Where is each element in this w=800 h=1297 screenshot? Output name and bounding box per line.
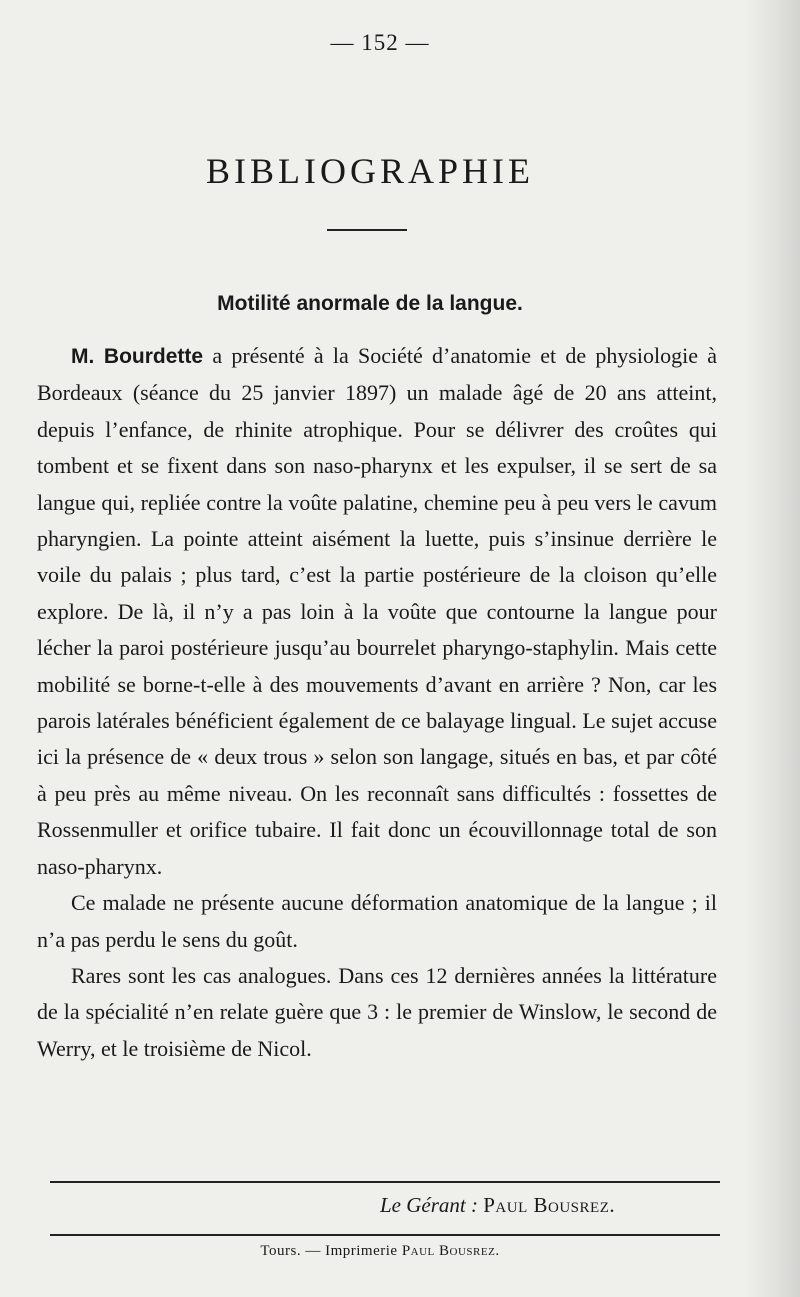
gerant-signature: [380, 1193, 615, 1218]
section-title: BIBLIOGRAPHIE: [206, 151, 534, 191]
paragraph-2: Ce malade ne présente aucune déformation anatomique de la langue ; il n’a pas perdu le sens du goût.: [37, 890, 717, 952]
page-number: — 152 —: [330, 30, 430, 55]
printer-prefix: Tours. — Imprimerie: [260, 1243, 398, 1259]
title-divider: [327, 229, 407, 231]
author-name: M. Bourdette: [71, 345, 204, 368]
printer-imprint: [0, 1243, 760, 1260]
footer-rule-top: [50, 1181, 720, 1183]
printer-name: Paul Bousrez.: [401, 1243, 500, 1259]
article-body: [37, 338, 717, 1067]
paragraph-1-text: a présenté à la Société d’anatomie et de physiologie à Bordeaux (séance du 25 janvier 1897) un malade âgé de 20 ans atteint, depuis l’enfance, de rhinite atrophique. Pour se délivrer des croûtes qui tombent et se fixent dans son naso-pharynx et les expulser, il se sert de sa langue qui, repliée contre la voûte palatine, chemine peu à peu vers le cavum pharyngien. La pointe atteint aisément la luette, puis s’insinue derrière le voile du palais ; plus tard, c’est la partie postérieure de la cloison qu’elle explore. De là, il n’y a pas loin à la voûte que contourne la langue pour lécher la paroi postérieure jusqu’au bourrelet pharyngo-staphylin. Mais cette mobilité se borne-t-elle à des mouvements d’avant en arrière ? Non, car les parois latérales bénéficient également de ce balayage lingual. Le sujet accuse ici la présence de « deux trous » selon son langage, situés en bas, et par côté à peu près au même niveau. On les reconnaît sans difficultés : fossettes de Rossenmuller et orifice tubaire. Il fait donc un écouvillonnage total de son naso-pharynx.: [37, 343, 718, 879]
article-heading: Motilité anormale de la langue.: [217, 292, 523, 315]
footer-rule-bottom: [50, 1234, 720, 1236]
gerant-label: Le Gérant :: [380, 1193, 478, 1217]
gerant-name: Paul Bousrez.: [483, 1193, 616, 1217]
paragraph-1: [37, 338, 717, 885]
paragraph-3: Rares sont les cas analogues. Dans ces 12 dernières années la littérature de la spécialité n’en relate guère que 3 : le premier de Winslow, le second de Werry, et le troisième de Nicol.: [37, 962, 717, 1061]
